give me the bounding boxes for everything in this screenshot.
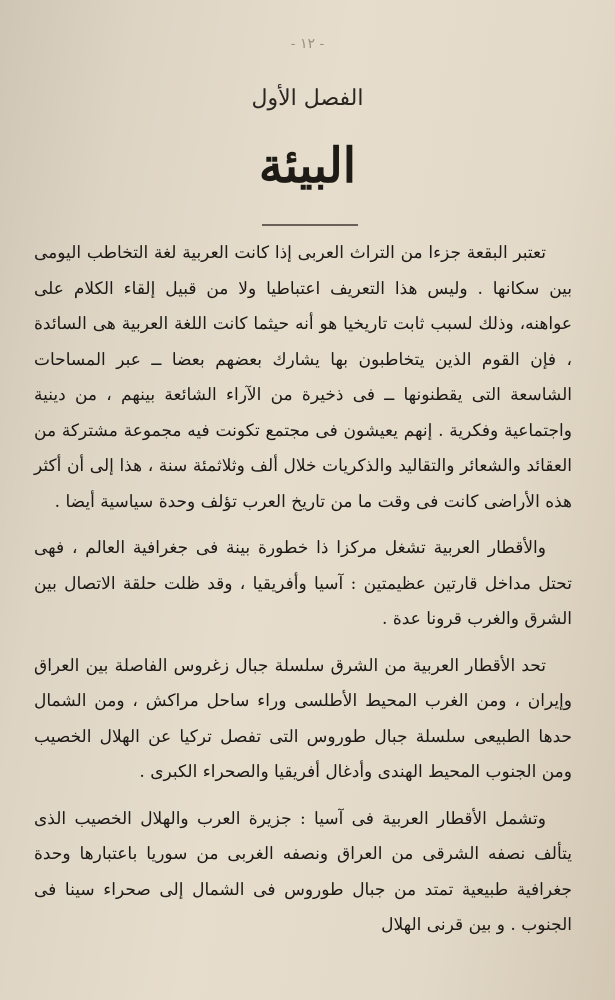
body-text (34, 236, 572, 944)
paragraph: والأقطار العربية تشغل مركزا ذا خطورة بينة فى جغرافية العالم ، فهى تحتل مداخل قارتين عظيمتين : آسيا وأفريقيا ، وقد ظلت حلقة الاتصال بين الشرق والغرب قرونا عدة . (34, 538, 572, 629)
title-divider (262, 224, 358, 226)
page-number: - ١٢ - (290, 36, 325, 52)
paragraph: تعتبر البقعة جزءا من التراث العربى إذا كانت العربية لغة التخاطب اليومى بين سكانها . وليس هذا التعريف اعتباطيا ولا من قبيل إلقاء الكلام على عواهنه، وذلك لسبب ثابت تاريخيا هو أنه حيثما كانت اللغة العربية هى السائدة ، فإن القوم الذين يتخاطبون بها يشارك بعضهم بعضا ــ عبر المساحات الشاسعة التى يقطنونها ــ فى ذخيرة من الآراء الشائعة بينهم ، من دينية واجتماعية وفكرية . إنهم يعيشون فى مجتمع تكونت فيه مجموعة مشتركة من العقائد والشعائر والتقاليد والذكريات خلال ألف وثلاثمئة سنة ، هذا إلى أن أكثر هذه الأراضى كانت فى وقت ما من تاريخ العرب تؤلف وحدة سياسية أيضا . (34, 243, 572, 512)
paragraph: وتشمل الأقطار العربية فى آسيا : جزيرة العرب والهلال الخصيب الذى يتألف نصفه الشرقى من العراق ونصفه الغربى من سوريا باعتبارها وحدة جغرافية طبيعية تمتد من جبال طوروس فى الشمال إلى صحراء سينا فى الجنوب . و بين قرنى الهلال (34, 808, 572, 935)
chapter-heading: الفصل الأول (251, 86, 364, 111)
chapter-title: البيئة (258, 138, 357, 194)
paragraph: تحد الأقطار العربية من الشرق سلسلة جبال زغروس الفاصلة بين العراق وإيران ، ومن الغرب المحيط الأطلسى وراء ساحل مراكش ، ومن الشمال حدها الطبيعى سلسلة جبال طوروس التى تفصل تركيا عن الهلال الخصيب ومن الجنوب المحيط الهندى وأدغال أفريقيا والصحراء الكبرى . (34, 655, 572, 782)
